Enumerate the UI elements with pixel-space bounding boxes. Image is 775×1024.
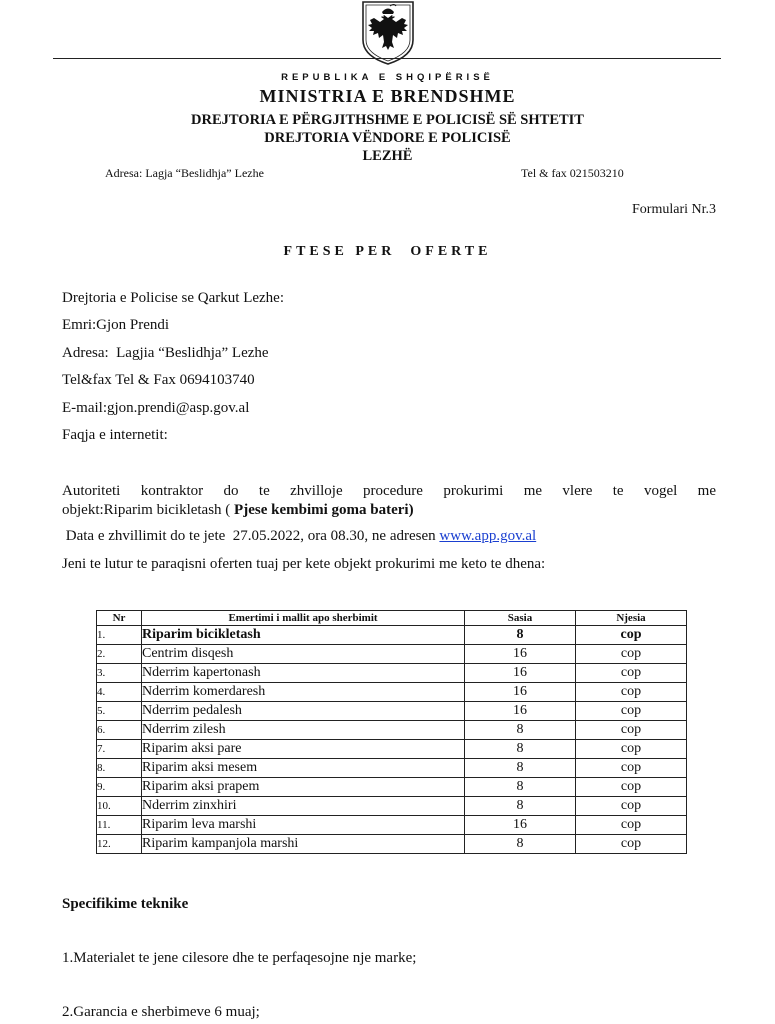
row-unit: cop (576, 816, 687, 835)
row-qty: 8 (465, 721, 576, 740)
ministry-title: MINISTRIA E BRENDSHME (259, 86, 516, 106)
table-row (97, 721, 687, 740)
spec-item-2: 2.Garancia e sherbimeve 6 muaj; (62, 1004, 260, 1020)
form-number: Formulari Nr.3 (632, 202, 716, 217)
row-name: Riparim kampanjola marshi (142, 835, 465, 854)
table-row (97, 664, 687, 683)
albanian-emblem-icon (360, 0, 416, 66)
table-row (97, 759, 687, 778)
header-address: Adresa: Lagja “Beslidhja” Lezhe (105, 166, 264, 180)
spec-item-1: 1.Materialet te jene cilesore dhe te perfaqesojne nje marke; (62, 950, 417, 966)
table-header-row (97, 611, 687, 626)
intro-date-text: Data e zhvillimit do te jete 27.05.2022, ora 08.30, ne adresen (62, 528, 440, 544)
contact-address: Adresa: Lagjia “Beslidhja” Lezhe (62, 345, 269, 361)
header-tel-fax: Tel & fax 021503210 (521, 166, 624, 180)
row-nr: 2. (97, 645, 142, 664)
app-website-link[interactable]: www.app.gov.al (439, 528, 537, 544)
table-row (97, 835, 687, 854)
table-row (97, 816, 687, 835)
contact-phone: Tel&fax Tel & Fax 0694103740 (62, 372, 255, 388)
row-unit: cop (576, 740, 687, 759)
table-row (97, 645, 687, 664)
row-name: Riparim aksi prapem (142, 778, 465, 797)
intro-date-line (62, 528, 536, 545)
city-name: LEZHË (362, 148, 413, 164)
row-name: Nderrim pedalesh (142, 702, 465, 721)
row-nr: 3. (97, 664, 142, 683)
intro-object: objekt:Riparim bicikletash ( (62, 502, 235, 518)
row-name: Nderrim komerdaresh (142, 683, 465, 702)
header-nr: Nr (97, 611, 142, 626)
table-row (97, 626, 687, 645)
row-nr: 11. (97, 816, 142, 835)
row-qty: 8 (465, 778, 576, 797)
row-qty: 16 (465, 664, 576, 683)
intro-request: Jeni te lutur te paraqisni oferten tuaj per kete objekt prokurimi me keto te dhena: (62, 556, 546, 572)
row-name: Riparim bicikletash (142, 626, 465, 645)
row-unit: cop (576, 664, 687, 683)
row-nr: 1. (97, 626, 142, 645)
row-name: Riparim aksi mesem (142, 759, 465, 778)
row-qty: 16 (465, 702, 576, 721)
row-unit: cop (576, 721, 687, 740)
row-unit: cop (576, 626, 687, 645)
authority-line: Drejtoria e Policise se Qarkut Lezhe: (62, 290, 284, 306)
row-qty: 16 (465, 683, 576, 702)
table-row (97, 702, 687, 721)
row-unit: cop (576, 683, 687, 702)
row-unit: cop (576, 778, 687, 797)
header-qty: Sasia (465, 611, 576, 626)
row-unit: cop (576, 759, 687, 778)
header-unit: Njesia (576, 611, 687, 626)
intro-line-2 (62, 502, 414, 519)
row-qty: 8 (465, 759, 576, 778)
row-unit: cop (576, 702, 687, 721)
intro-object-detail: Pjese kembimi goma bateri) (234, 502, 414, 518)
row-name: Nderrim kapertonash (142, 664, 465, 683)
republic-line: REPUBLIKA E SHQIPËRISË (281, 72, 494, 83)
row-nr: 9. (97, 778, 142, 797)
table-row (97, 683, 687, 702)
table-row (97, 778, 687, 797)
row-qty: 8 (465, 797, 576, 816)
contact-email: E-mail:gjon.prendi@asp.gov.al (62, 400, 250, 416)
row-nr: 6. (97, 721, 142, 740)
items-table (96, 610, 687, 854)
row-name: Nderrim zilesh (142, 721, 465, 740)
table-row (97, 797, 687, 816)
row-qty: 8 (465, 740, 576, 759)
contact-name: Emri:Gjon Prendi (62, 317, 170, 333)
row-name: Riparim leva marshi (142, 816, 465, 835)
row-nr: 5. (97, 702, 142, 721)
row-nr: 4. (97, 683, 142, 702)
row-name: Nderrim zinxhiri (142, 797, 465, 816)
row-nr: 10. (97, 797, 142, 816)
row-qty: 8 (465, 835, 576, 854)
table-row (97, 740, 687, 759)
contact-website: Faqja e internetit: (62, 427, 168, 443)
row-nr: 7. (97, 740, 142, 759)
directorate-general: DREJTORIA E PËRGJITHSHME E POLICISË SË SHTETIT (191, 112, 584, 128)
row-nr: 8. (97, 759, 142, 778)
row-unit: cop (576, 835, 687, 854)
row-nr: 12. (97, 835, 142, 854)
document-title: FTESE PER OFERTE (283, 244, 492, 259)
row-qty: 16 (465, 816, 576, 835)
row-name: Centrim disqesh (142, 645, 465, 664)
header-name: Emertimi i mallit apo sherbimit (142, 611, 465, 626)
row-qty: 16 (465, 645, 576, 664)
specs-heading: Specifikime teknike (62, 896, 189, 912)
row-unit: cop (576, 797, 687, 816)
row-name: Riparim aksi pare (142, 740, 465, 759)
row-qty: 8 (465, 626, 576, 645)
directorate-local: DREJTORIA VËNDORE E POLICISË (264, 130, 511, 146)
header-rule (53, 58, 721, 59)
intro-line-1: Autoriteti kontraktor do te zhvilloje procedure prokurimi me vlere te vogel me (62, 483, 716, 499)
row-unit: cop (576, 645, 687, 664)
